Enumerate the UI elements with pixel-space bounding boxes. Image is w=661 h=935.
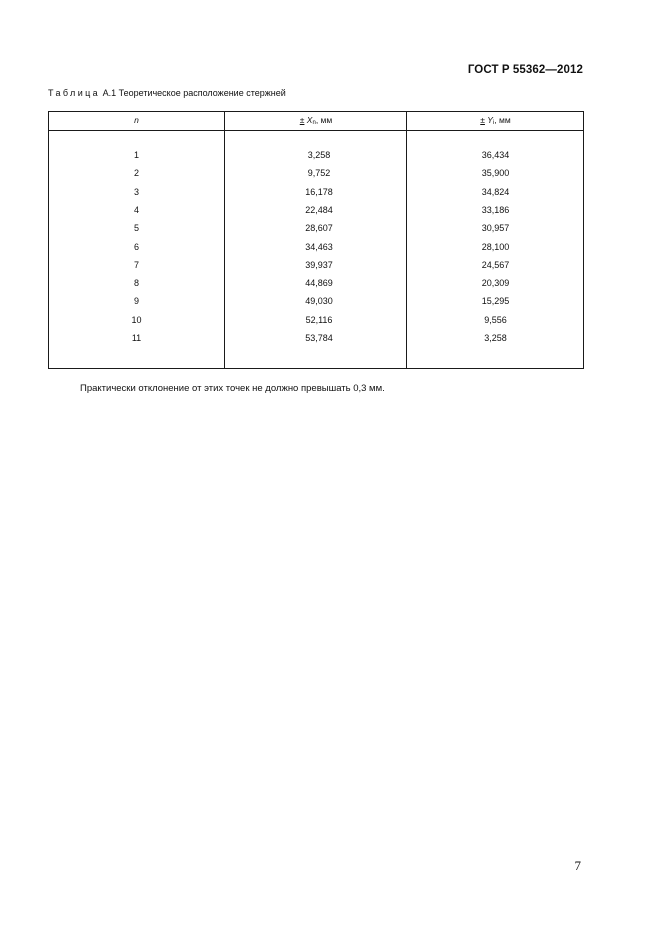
header-y-variable: Y bbox=[487, 115, 493, 125]
header-n-label: n bbox=[134, 115, 139, 125]
cell-y: 28,100 bbox=[481, 241, 510, 252]
table-caption bbox=[48, 88, 286, 98]
column-n bbox=[49, 112, 224, 368]
cell-x: 16,178 bbox=[305, 186, 333, 197]
header-x-sign: ± bbox=[299, 115, 305, 125]
cell-y: 15,295 bbox=[481, 296, 510, 307]
cell-x: 39,937 bbox=[305, 259, 333, 270]
tolerance-note: Практически отклонение от этих точек не должно превышать 0,3 мм. bbox=[80, 383, 385, 394]
header-x-unit: , мм bbox=[315, 115, 333, 125]
cell-n: 7 bbox=[133, 259, 139, 270]
cell-n: 9 bbox=[133, 296, 139, 307]
cell-y: 33,186 bbox=[481, 204, 510, 215]
cell-x: 44,869 bbox=[305, 278, 333, 289]
column-y bbox=[406, 112, 584, 368]
cell-y: 20,309 bbox=[481, 278, 510, 289]
header-divider bbox=[49, 130, 583, 131]
cell-n: 2 bbox=[133, 168, 139, 179]
document-standard-number: ГОСТ Р 55362—2012 bbox=[467, 64, 583, 76]
cell-n: 3 bbox=[133, 186, 139, 197]
cell-n: 5 bbox=[133, 223, 139, 234]
cell-x: 3,258 bbox=[307, 150, 331, 160]
cell-x: 9,752 bbox=[307, 168, 331, 179]
header-n bbox=[49, 115, 224, 125]
cell-x: 34,463 bbox=[305, 241, 333, 252]
cell-n: 4 bbox=[133, 204, 139, 215]
column-x bbox=[224, 112, 407, 368]
table-caption-label: Таблица bbox=[48, 88, 101, 98]
page-number: 7 bbox=[574, 858, 581, 873]
header-x-variable: X bbox=[306, 115, 313, 125]
cell-y: 3,258 bbox=[484, 333, 507, 343]
header-y bbox=[407, 115, 584, 126]
header-x-subscript: n bbox=[312, 120, 316, 126]
cell-n: 6 bbox=[133, 241, 139, 252]
rod-positions-table bbox=[48, 111, 584, 369]
cell-y: 35,900 bbox=[481, 168, 510, 179]
cell-n: 11 bbox=[131, 333, 142, 343]
header-y-subscript: i bbox=[492, 120, 495, 126]
header-y-unit: , мм bbox=[494, 115, 511, 125]
header-y-sign: ± bbox=[480, 115, 485, 125]
cell-y: 34,824 bbox=[481, 186, 510, 197]
cell-x: 53,784 bbox=[305, 333, 333, 343]
cell-n: 10 bbox=[131, 314, 142, 325]
cell-x: 49,030 bbox=[305, 296, 333, 307]
cell-n: 1 bbox=[133, 150, 139, 160]
cell-y: 9,556 bbox=[484, 314, 507, 325]
cell-n: 8 bbox=[133, 278, 139, 289]
cell-x: 52,116 bbox=[305, 314, 333, 325]
cell-x: 28,607 bbox=[305, 223, 333, 234]
cell-y: 24,567 bbox=[481, 259, 510, 270]
cell-y: 36,434 bbox=[481, 150, 510, 160]
cell-x: 22,484 bbox=[305, 204, 333, 215]
table-caption-title: А.1 Теоретическое расположение стержней bbox=[102, 88, 286, 98]
header-x bbox=[225, 115, 407, 126]
cell-y: 30,957 bbox=[481, 223, 510, 234]
